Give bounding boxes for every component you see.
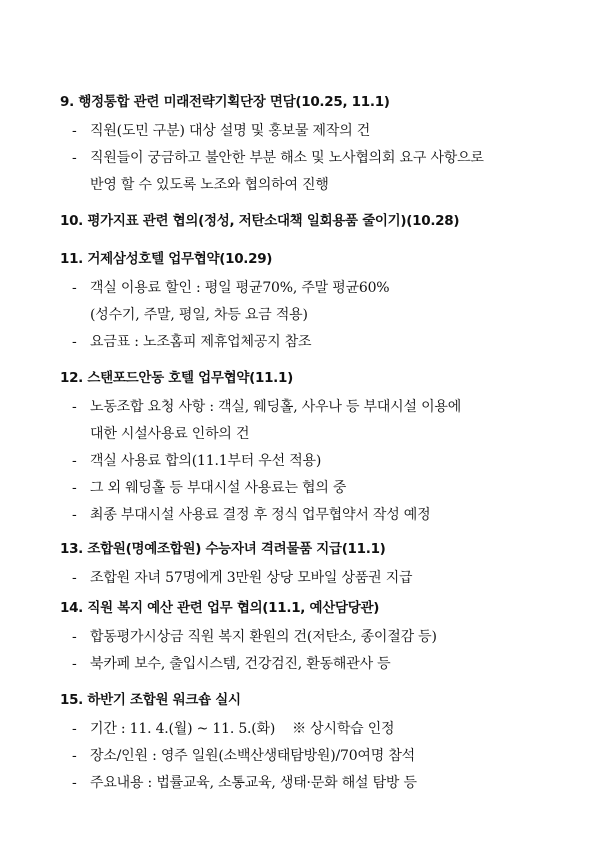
list-item: - 객실 사용료 합의(11.1부터 우선 적용) <box>72 453 322 469</box>
section-12 <box>60 368 560 529</box>
list-item: - 합동평가시상금 직원 복지 환원의 건(저탄소, 종이절감 등) <box>72 629 437 645</box>
list-item: - 기간 : 11. 4.(월) ~ 11. 5.(화) ※ 상시학습 인정 <box>72 721 395 737</box>
section-title: 14. 직원 복지 예산 관련 업무 협의(11.1, 예산담당관) <box>60 600 380 616</box>
section-11 <box>60 249 560 356</box>
list-item-continuation: 반영 할 수 있도록 노조와 협의하여 진행 <box>90 177 329 193</box>
section-title: 9. 행정통합 관련 미래전략기획단장 면담(10.25, 11.1) <box>60 94 390 110</box>
list-item: - 주요내용 : 법률교육, 소통교육, 생태·문화 해설 탐방 등 <box>72 775 417 791</box>
list-item: - 북카페 보수, 출입시스템, 건강검진, 환동해관사 등 <box>72 656 391 672</box>
list-item: - 노동조합 요청 사항 : 객실, 웨딩홀, 사우나 등 부대시설 이용에 <box>72 399 462 415</box>
list-item: - 객실 이용료 할인 : 평일 평균70%, 주말 평균60% <box>72 280 390 296</box>
section-9 <box>60 92 560 199</box>
list-item: - 그 외 웨딩홀 등 부대시설 사용료는 협의 중 <box>72 480 347 496</box>
list-item: - 장소/인원 : 영주 일원(소백산생태탐방원)/70여명 참석 <box>72 748 415 764</box>
list-item: - 직원(도민 구분) 대상 설명 및 홍보물 제작의 건 <box>72 123 371 139</box>
section-title: 11. 거제삼성호텔 업무협약(10.29) <box>60 251 273 267</box>
section-14 <box>60 598 560 678</box>
section-title: 13. 조합원(명예조합원) 수능자녀 격려물품 지급(11.1) <box>60 541 386 557</box>
list-item: - 최종 부대시설 사용료 결정 후 정식 업무협약서 작성 예정 <box>72 507 431 523</box>
list-item: - 직원들이 궁금하고 불안한 부분 해소 및 노사협의회 요구 사항으로 <box>72 150 484 166</box>
section-title: 10. 평가지표 관련 협의(정성, 저탄소대책 일회용품 줄이기)(10.28) <box>60 213 460 229</box>
list-item: - 조합원 자녀 57명에게 3만원 상당 모바일 상품권 지급 <box>72 570 413 586</box>
section-title: 15. 하반기 조합원 워크숍 실시 <box>60 692 241 708</box>
section-title: 12. 스탠포드안동 호텔 업무협약(11.1) <box>60 370 293 386</box>
list-item-continuation: 대한 시설사용료 인하의 건 <box>90 426 250 442</box>
section-15 <box>60 690 560 797</box>
section-13 <box>60 539 560 592</box>
list-item: - 요금표 : 노조홈피 제휴업체공지 참조 <box>72 334 312 350</box>
section-10 <box>60 211 560 231</box>
list-item-continuation: (성수기, 주말, 평일, 차등 요금 적용) <box>90 307 308 323</box>
